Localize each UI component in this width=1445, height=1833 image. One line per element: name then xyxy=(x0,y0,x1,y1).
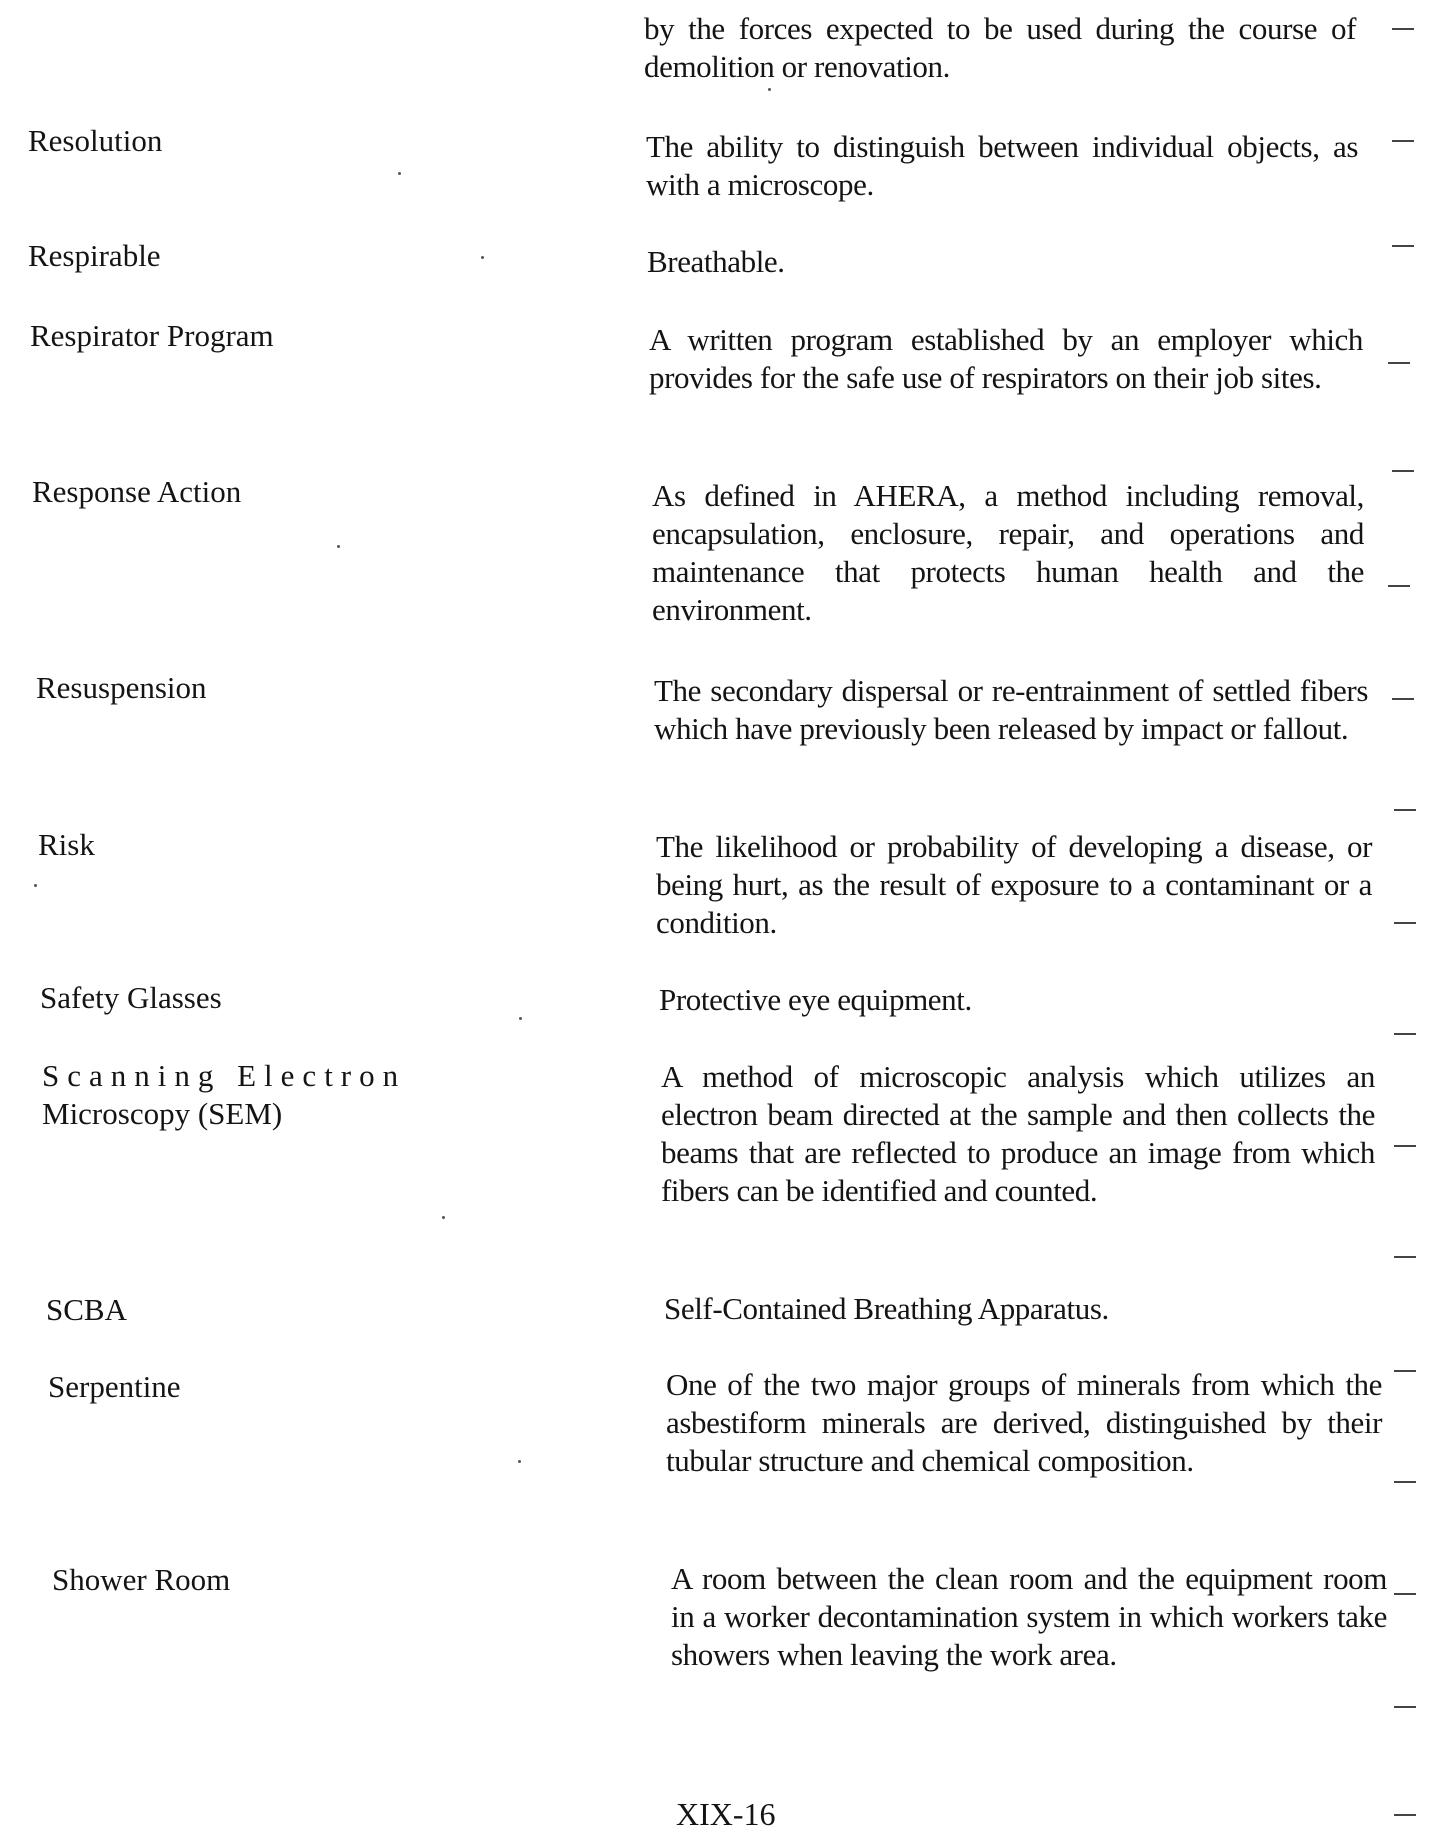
margin-mark xyxy=(1388,585,1410,587)
margin-mark xyxy=(1388,362,1410,364)
term-resolution: Resolution xyxy=(28,123,163,158)
term-respirable: Respirable xyxy=(28,238,161,273)
margin-mark xyxy=(1394,1481,1416,1483)
term-serpentine: Serpentine xyxy=(48,1369,181,1404)
term-safety-glasses: Safety Glasses xyxy=(40,980,222,1015)
scan-speck xyxy=(481,256,484,259)
scan-speck xyxy=(442,1216,445,1219)
margin-mark xyxy=(1392,245,1414,247)
margin-mark xyxy=(1394,1033,1416,1035)
margin-mark xyxy=(1392,140,1414,142)
scan-speck xyxy=(518,1460,521,1463)
scan-speck xyxy=(398,172,401,175)
term-response-action: Response Action xyxy=(32,474,242,509)
term-scba: SCBA xyxy=(46,1292,127,1327)
definition-resolution: The ability to distinguish between individual objects, as with a microscope. xyxy=(646,129,1358,202)
scan-speck xyxy=(768,88,771,91)
margin-mark xyxy=(1392,698,1414,700)
definition-risk: The likelihood or probability of developing a disease, or being hurt, as the result of exposure to a contaminant or a condition. xyxy=(656,829,1372,940)
margin-mark xyxy=(1394,922,1416,924)
margin-mark xyxy=(1394,1370,1416,1372)
definition-shower-room: A room between the clean room and the equipment room in a worker decontamination system in which workers take showers when leaving the work area. xyxy=(671,1561,1387,1672)
definition-safety-glasses: Protective eye equipment. xyxy=(659,982,972,1017)
margin-mark xyxy=(1394,1256,1416,1258)
term-resuspension: Resuspension xyxy=(36,670,207,705)
margin-mark xyxy=(1394,1814,1416,1816)
definition-scba: Self-Contained Breathing Apparatus. xyxy=(664,1291,1109,1326)
definition-respirator-program: A written program established by an employer which provides for the safe use of respirators on their job sites. xyxy=(649,322,1363,395)
definition-respirable: Breathable. xyxy=(647,244,785,279)
scan-speck xyxy=(519,1017,522,1020)
term-risk: Risk xyxy=(38,827,95,862)
definition-continuation: by the forces expected to be used during the course of demolition or renovation. xyxy=(644,11,1356,84)
scan-speck xyxy=(34,884,37,887)
margin-mark xyxy=(1394,1145,1416,1147)
term-sem-line2: Microscopy (SEM) xyxy=(42,1096,283,1131)
margin-mark xyxy=(1394,1706,1416,1708)
term-respirator-program: Respirator Program xyxy=(30,318,274,353)
definition-serpentine: One of the two major groups of minerals from which the asbestiform minerals are derived, distinguished by their tubular structure and chemical composition. xyxy=(666,1367,1382,1478)
margin-mark xyxy=(1394,1593,1416,1595)
page-number: XIX-16 xyxy=(676,1796,776,1832)
term-sem-line1: Scanning Electron xyxy=(42,1058,407,1093)
definition-response-action: As defined in AHERA, a method including removal, encapsulation, enclosure, repair, and operations and maintenance that protects human health and the environment. xyxy=(652,478,1364,627)
margin-mark xyxy=(1392,470,1414,472)
term-shower-room: Shower Room xyxy=(52,1562,231,1597)
margin-mark xyxy=(1394,809,1416,811)
definition-sem: A method of microscopic analysis which utilizes an electron beam directed at the sample and then collects the beams that are reflected to produce an image from which fibers can be identified and counted. xyxy=(661,1059,1375,1208)
scan-speck xyxy=(337,545,340,548)
term-sem xyxy=(42,1057,406,1133)
definition-resuspension: The secondary dispersal or re-entrainment of settled fibers which have previously been released by impact or fallout. xyxy=(654,673,1368,746)
margin-mark xyxy=(1392,28,1414,30)
